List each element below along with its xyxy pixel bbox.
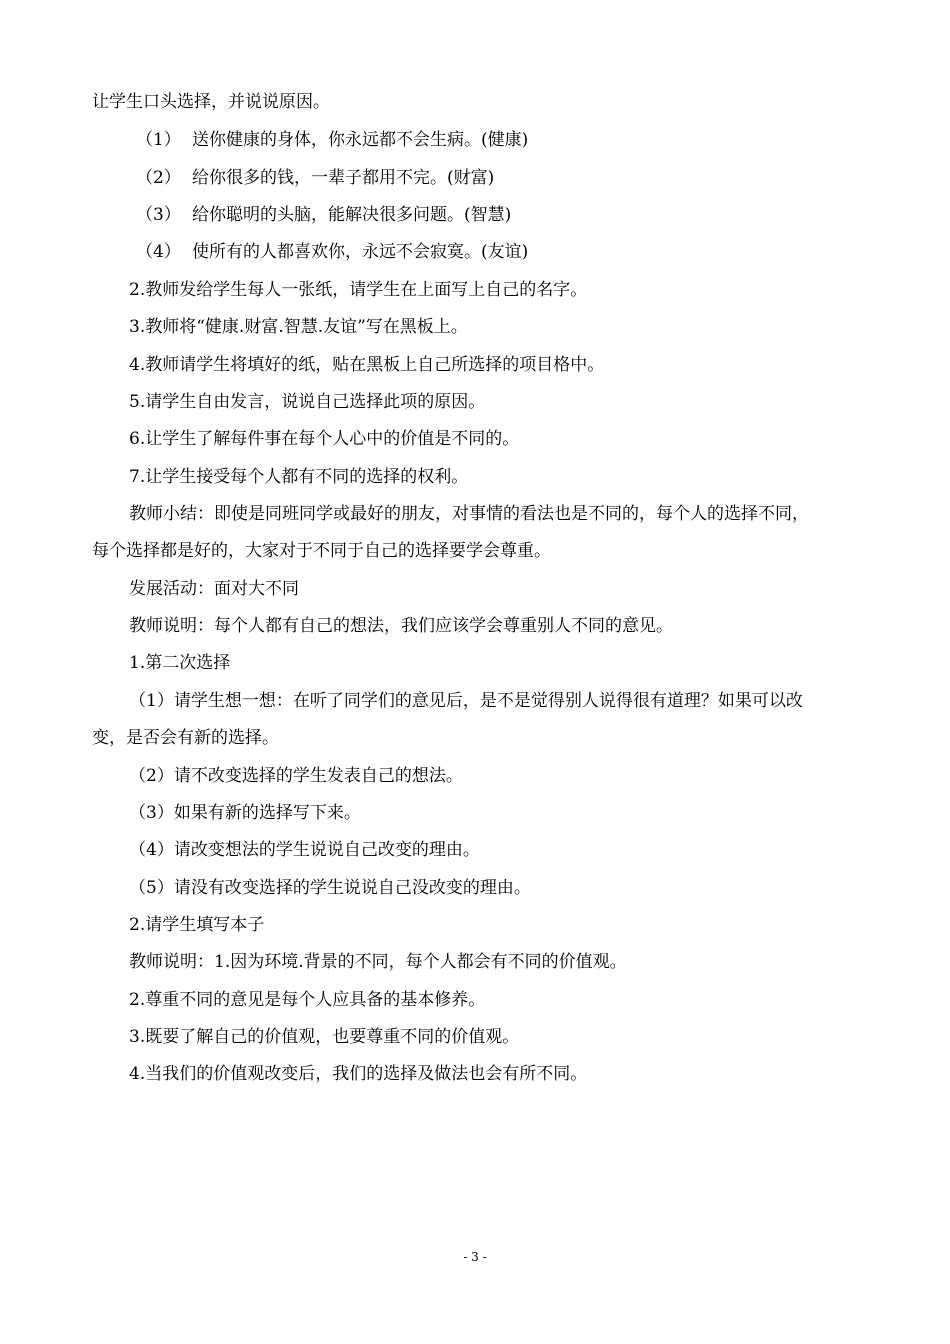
option-item [136,128,528,152]
paragraph-line: 4.教师请学生将填好的纸，贴在黑板上自己所选择的项目格中。 [129,355,605,375]
paragraph-line: 7.让学生接受每个人都有不同的选择的权利。 [129,467,469,487]
paragraph-line: 5.请学生自由发言，说说自己选择此项的原因。 [129,392,486,412]
option-text: 给你聪明的头脑，能解决很多问题。(智慧) [192,205,512,225]
summary-line: 教师小结：即使是同班同学或最好的朋友，对事情的看法也是不同的，每个人的选择不同， [129,504,809,524]
section-heading: 发展活动：面对大不同 [129,579,299,599]
paragraph-line: 让学生口头选择，并说说原因。 [92,92,330,112]
paragraph-line: （2）请不改变选择的学生发表自己的想法。 [129,766,463,786]
page-number: - 3 - [463,1250,487,1264]
option-number: （3） [136,205,181,225]
option-item [136,166,494,190]
option-item [136,203,511,227]
paragraph-line: 2.教师发给学生每人一张纸，请学生在上面写上自己的名字。 [129,280,588,300]
paragraph-line: 6.让学生了解每件事在每个人心中的价值是不同的。 [129,429,520,449]
paragraph-line: 3.教师将“健康.财富.智慧.友谊”写在黑板上。 [129,317,468,337]
option-text: 使所有的人都喜欢你，永远不会寂寞。(友谊) [192,242,529,262]
paragraph-line: 4.当我们的价值观改变后，我们的选择及做法也会有所不同。 [129,1064,588,1084]
paragraph-line: （3）如果有新的选择写下来。 [129,803,361,823]
paragraph-line: （4）请改变想法的学生说说自己改变的理由。 [129,840,480,860]
paragraph-line: 3.既要了解自己的价值观，也要尊重不同的价值观。 [129,1027,520,1047]
option-text: 给你很多的钱，一辈子都用不完。(财富) [192,168,495,188]
paragraph-line: 2.尊重不同的意见是每个人应具备的基本修养。 [129,990,486,1010]
paragraph-line: 2.请学生填写本子 [129,915,265,935]
option-text: 送你健康的身体，你永远都不会生病。(健康) [192,130,529,150]
option-number: （1） [136,130,181,150]
paragraph-line: （1）请学生想一想：在听了同学们的意见后，是不是觉得别人说得很有道理？如果可以改 [129,691,803,711]
paragraph-line: 变，是否会有新的选择。 [92,728,279,748]
option-number: （4） [136,242,181,262]
option-item [136,240,528,264]
paragraph-line: 1.第二次选择 [129,653,231,673]
summary-line: 每个选择都是好的，大家对于不同于自己的选择要学会尊重。 [92,541,551,561]
paragraph-line: 教师说明：每个人都有自己的想法，我们应该学会尊重别人不同的意见。 [129,616,673,636]
option-number: （2） [136,168,181,188]
paragraph-line: 教师说明：1.因为环境.背景的不同，每个人都会有不同的价值观。 [129,952,627,972]
paragraph-line: （5）请没有改变选择的学生说说自己没改变的理由。 [129,878,531,898]
